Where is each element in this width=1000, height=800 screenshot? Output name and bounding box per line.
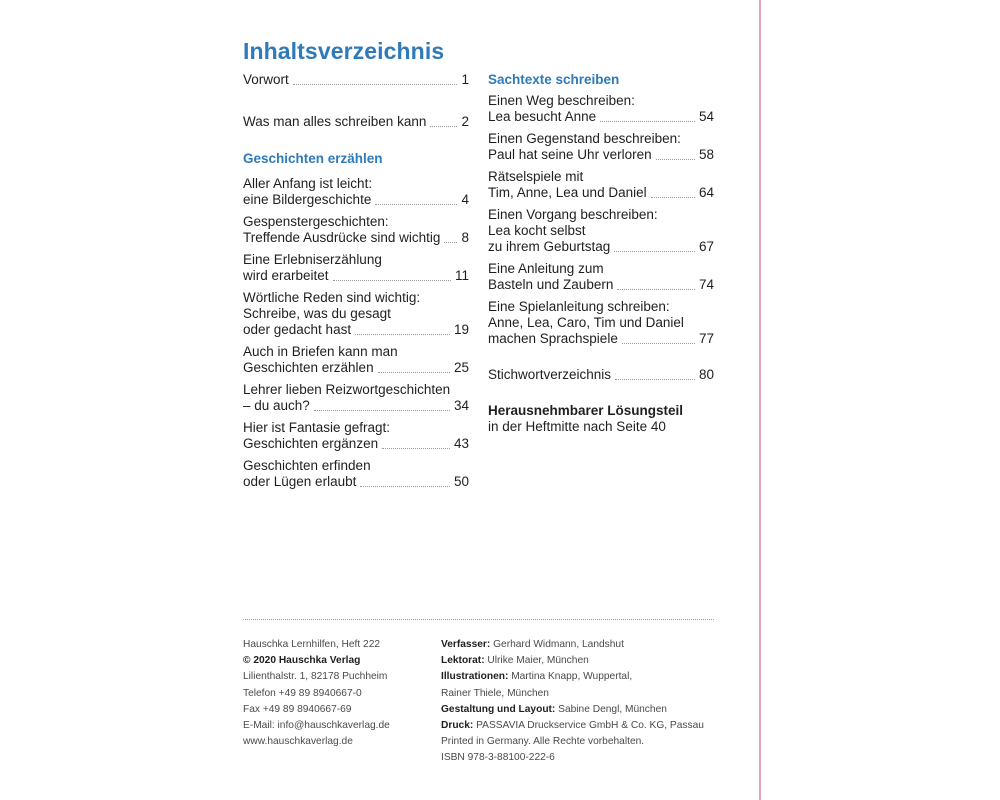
page-number: 77 xyxy=(698,331,714,346)
imprint-value: E-Mail: info@hauschkaverlag.de xyxy=(243,720,390,732)
page-number: 19 xyxy=(453,322,469,337)
toc-entry-title: oder Lügen erlaubt xyxy=(243,474,357,489)
leader-dots xyxy=(615,379,695,380)
toc-right-column xyxy=(488,72,714,435)
toc-entry-last-line xyxy=(243,72,469,88)
imprint-value: Rainer Thiele, München xyxy=(441,687,549,699)
page-number: 58 xyxy=(698,147,714,162)
toc-entry-title: – du auch? xyxy=(243,398,310,413)
toc-entry xyxy=(488,169,714,201)
toc-entry xyxy=(243,252,469,284)
page-number: 34 xyxy=(453,398,469,413)
leader-dots xyxy=(617,289,695,290)
imprint-value: Telefon +49 89 8940667-0 xyxy=(243,687,362,699)
leader-dots xyxy=(378,372,450,373)
toc-entry-title: wird erarbeitet xyxy=(243,268,329,283)
toc-entry-title: Anne, Lea, Caro, Tim und Daniel xyxy=(488,315,684,330)
toc-entry-last-line xyxy=(243,192,469,208)
imprint-value: Lilienthalstr. 1, 82178 Puchheim xyxy=(243,671,388,683)
page-edge-line xyxy=(759,0,761,800)
leader-dots xyxy=(360,486,450,487)
imprint-label: Gestaltung und Layout: xyxy=(441,703,556,715)
toc-entry-title: Paul hat seine Uhr verloren xyxy=(488,147,652,162)
imprint-line xyxy=(243,669,390,685)
leader-dots xyxy=(375,204,457,205)
toc-entry xyxy=(243,458,469,490)
toc-entry-last-line xyxy=(488,109,714,125)
toc-entry-last-line xyxy=(243,114,469,130)
toc-entry-last-line xyxy=(488,331,714,347)
toc-entry xyxy=(488,261,714,293)
leader-dots xyxy=(444,242,457,243)
section-heading: Sachtexte schreiben xyxy=(488,72,620,87)
imprint-label: Lektorat: xyxy=(441,655,485,667)
leader-dots xyxy=(614,251,695,252)
toc-entry-last-line xyxy=(243,322,469,338)
toc-entry-title: Eine Anleitung zum xyxy=(488,261,604,276)
imprint-line xyxy=(441,718,704,734)
toc-left-column xyxy=(243,72,469,490)
toc-entry-title: Lea kocht selbst xyxy=(488,223,586,238)
toc-entry-title: Wörtliche Reden sind wichtig: xyxy=(243,290,421,305)
imprint-value: Hauschka Lernhilfen, Heft 222 xyxy=(243,639,381,650)
toc-entry-last-line xyxy=(488,185,714,201)
leader-dots xyxy=(314,410,450,411)
toc-entry-last-line xyxy=(488,277,714,293)
imprint-line xyxy=(441,750,704,766)
page-number: 67 xyxy=(698,239,714,254)
toc-entry-title: Gespenstergeschichten: xyxy=(243,214,389,229)
imprint-line xyxy=(243,702,390,718)
imprint-line xyxy=(243,653,390,669)
toc-entry-title: Stichwortverzeichnis xyxy=(488,367,612,382)
imprint-value: Sabine Dengl, München xyxy=(555,703,667,715)
solution-note xyxy=(488,403,714,435)
toc-entry-title: machen Sprachspiele xyxy=(488,331,618,346)
page-number: 1 xyxy=(461,72,469,87)
imprint-value: PASSAVIA Druckservice GmbH & Co. KG, Passau xyxy=(473,720,704,732)
imprint-value: Fax +49 89 8940667-69 xyxy=(243,703,352,715)
imprint-label: Druck: xyxy=(441,720,474,732)
toc-entry-title: Basteln und Zaubern xyxy=(488,277,614,292)
footer-divider xyxy=(243,619,714,620)
toc-entry xyxy=(488,299,714,347)
solution-note-heading: Herausnehmbarer Lösungsteil xyxy=(488,403,684,418)
toc-entry xyxy=(488,93,714,125)
leader-dots xyxy=(656,159,695,160)
page-number: 2 xyxy=(461,114,469,129)
leader-dots xyxy=(430,126,457,127)
imprint-value: www.hauschkaverlag.de xyxy=(243,736,353,748)
imprint-line xyxy=(441,637,704,653)
page-number: 64 xyxy=(698,185,714,200)
imprint-label: Verfasser: xyxy=(441,639,491,650)
toc-entry-title: Hier ist Fantasie gefragt: xyxy=(243,420,391,435)
toc-entry-title: Schreibe, was du gesagt xyxy=(243,306,391,321)
toc-entry-title: Geschichten erzählen xyxy=(243,360,374,375)
toc-entry-title: Einen Weg beschreiben: xyxy=(488,93,635,108)
page-number: 11 xyxy=(454,268,469,283)
imprint-line xyxy=(441,702,704,718)
toc-entry xyxy=(243,382,469,414)
toc-entry-last-line xyxy=(243,230,469,246)
imprint-value: Ulrike Maier, München xyxy=(484,655,589,667)
page-number: 43 xyxy=(453,436,469,451)
toc-entry-title: eine Bildergeschichte xyxy=(243,192,372,207)
toc-entry xyxy=(243,344,469,376)
page-number: 25 xyxy=(453,360,469,375)
page-number: 4 xyxy=(461,192,469,207)
toc-entry-title: Auch in Briefen kann man xyxy=(243,344,398,359)
imprint-value: Printed in Germany. Alle Rechte vorbehalten. xyxy=(441,736,645,748)
imprint-line xyxy=(243,637,390,653)
imprint-value: Martina Knapp, Wuppertal, xyxy=(508,671,633,683)
toc-entry-title: Treffende Ausdrücke sind wichtig xyxy=(243,230,441,245)
page-number: 54 xyxy=(698,109,714,124)
page-number: 74 xyxy=(698,277,714,292)
page-title: Inhaltsverzeichnis xyxy=(243,38,445,64)
leader-dots xyxy=(622,343,695,344)
toc-entry xyxy=(243,214,469,246)
toc-entry-title: Eine Spielanleitung schreiben: xyxy=(488,299,670,314)
toc-entry-title: zu ihrem Geburtstag xyxy=(488,239,611,254)
toc-entry xyxy=(243,72,469,88)
toc-entry-title: Vorwort xyxy=(243,72,289,87)
imprint-credits xyxy=(441,637,704,767)
toc-entry-title: Einen Gegenstand beschreiben: xyxy=(488,131,681,146)
toc-entry-last-line xyxy=(488,147,714,163)
toc-entry-title: Rätselspiele mit xyxy=(488,169,584,184)
toc-entry xyxy=(488,367,714,383)
toc-entry-title: Geschichten erfinden xyxy=(243,458,371,473)
toc-entry xyxy=(243,176,469,208)
leader-dots xyxy=(355,334,450,335)
page-number: 80 xyxy=(698,367,714,382)
imprint-line xyxy=(243,718,390,734)
toc-entry-title: oder gedacht hast xyxy=(243,322,352,337)
imprint-line xyxy=(441,669,704,685)
toc-entry xyxy=(488,131,714,163)
toc-entry-title: Was man alles schreiben kann xyxy=(243,114,427,129)
imprint-value: ISBN 978-3-88100-222-6 xyxy=(441,752,555,764)
toc-entry-last-line xyxy=(243,474,469,490)
imprint-publisher xyxy=(243,637,390,750)
leader-dots xyxy=(651,197,695,198)
toc-entry xyxy=(243,290,469,338)
toc-entry-title: Lea besucht Anne xyxy=(488,109,597,124)
toc-entry-title: Tim, Anne, Lea und Daniel xyxy=(488,185,647,200)
leader-dots xyxy=(293,84,458,85)
page-number: 50 xyxy=(453,474,469,489)
imprint-line xyxy=(243,734,390,750)
imprint-line xyxy=(441,653,704,669)
toc-entry-title: Geschichten ergänzen xyxy=(243,436,379,451)
toc-entry-last-line xyxy=(488,367,714,383)
toc-entry-last-line xyxy=(243,398,469,414)
toc-entry-title: Einen Vorgang beschreiben: xyxy=(488,207,658,222)
imprint-label: © 2020 Hauschka Verlag xyxy=(243,655,361,667)
toc-entry xyxy=(243,114,469,130)
leader-dots xyxy=(382,448,450,449)
toc-entry xyxy=(243,420,469,452)
page-number: 8 xyxy=(461,230,469,245)
toc-entry xyxy=(488,207,714,255)
toc-entry-title: Eine Erlebniserzählung xyxy=(243,252,382,267)
toc-entry-last-line xyxy=(243,268,469,284)
imprint-value: Gerhard Widmann, Landshut xyxy=(490,639,624,650)
toc-entry-last-line xyxy=(488,239,714,255)
imprint-line xyxy=(243,686,390,702)
toc-entry-title: Aller Anfang ist leicht: xyxy=(243,176,373,191)
toc-entry-last-line xyxy=(243,436,469,452)
toc-entry-title: Lehrer lieben Reizwortgeschichten xyxy=(243,382,451,397)
leader-dots xyxy=(333,280,451,281)
imprint-label: Illustrationen: xyxy=(441,671,509,683)
toc-entry-last-line xyxy=(243,360,469,376)
section-heading: Geschichten erzählen xyxy=(243,151,383,166)
leader-dots xyxy=(600,121,695,122)
imprint-line xyxy=(441,686,704,702)
solution-note-text: in der Heftmitte nach Seite 40 xyxy=(488,419,666,434)
imprint-line xyxy=(441,734,704,750)
